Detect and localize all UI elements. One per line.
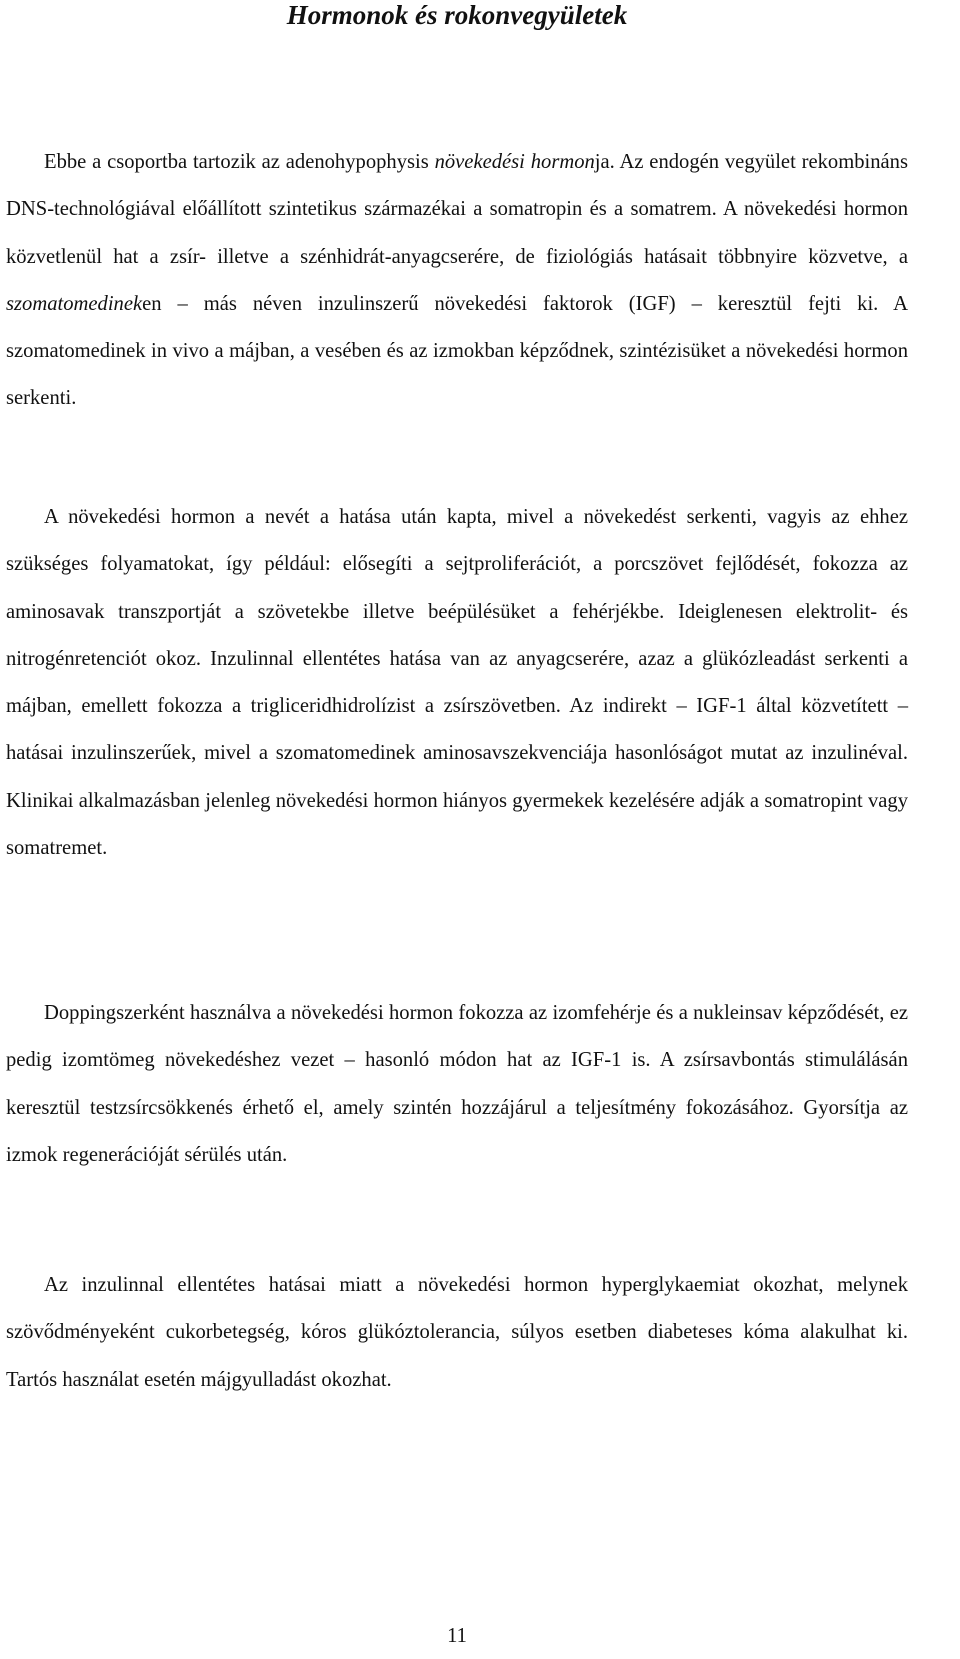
text-run: Doppingszerként használva a növekedési hormon fokozza az izomfehérje és a nukleinsav képződését, ez pedig izomtömeg növekedéshez vezet – hasonló módon hat az IGF-1 is. A zsírsavbontás stimulálásán keresztül testzsírcsökkenés érhető el, amely szintén hozzájárul a teljesítmény fokozásához. Gyorsítja az izmok regenerációját sérülés után. [6, 1002, 908, 1166]
page-title: Hormonok és rokonvegyületek [286, 0, 628, 30]
paragraph-growth-hormone-effects [6, 494, 908, 872]
text-run: Ebbe a csoportba tartozik az adenohypophysis [44, 151, 435, 173]
paragraph-growth-hormone-intro [6, 139, 908, 423]
text-run-italic: növekedési hormon [434, 151, 595, 173]
text-run: en – más néven inzulinszerű növekedési faktorok (IGF) – keresztül fejti ki. A szomatomedinek in vivo a májban, a vesében és az izmokban képződnek, szintézisüket a növekedési hormon serkenti. [6, 292, 908, 410]
text-run: ja. Az endogén vegyület rekombináns DNS-technológiával előállított szintetikus származékai a somatropin és a somatrem. A növekedési hormon közvetlenül hat a zsír- illetve a szénhidrát-anyagcserére, de fiziológiás hatásait többnyire közvetve, a [6, 151, 908, 268]
page-number: 11 [447, 1625, 467, 1647]
paragraph-doping-use [6, 990, 908, 1179]
text-run-italic: szomatomedinek [6, 292, 143, 315]
paragraph-side-effects [6, 1262, 908, 1404]
text-run: Az inzulinnal ellentétes hatásai miatt a növekedési hormon hyperglykaemiat okozhat, melynek szövődményeként cukorbetegség, kóros glükóztolerancia, súlyos esetben diabeteses kóma alakulhat ki. Tartós használat esetén májgyulladást okozhat. [6, 1274, 908, 1391]
document-page [6, 0, 908, 1659]
text-run: A növekedési hormon a nevét a hatása után kapta, mivel a növekedést serkenti, vagyis az ehhez szükséges folyamatokat, így például: elősegíti a sejtproliferációt, a porcszövet fejlődését, fokozza az aminosavak transzportját a szövetekbe illetve beépülésüket a fehérjékbe. Ideiglenesen elektrolit- és nitrogénretenciót okoz. Inzulinnal ellentétes hatása van az anyagcserére, azaz a glükózleadást serkenti a májban, emellett fokozza a trigliceridhidrolízist a zsírszövetben. Az indirekt – IGF-1 által közvetített – hatásai inzulinszerűek, mivel a szomatomedinek aminosavszekvenciája hasonlóságot mutat az inzulinéval. Klinikai alkalmazásban jelenleg növekedési hormon hiányos gyermekek kezelésére adják a somatropint vagy somatremet. [6, 506, 908, 860]
